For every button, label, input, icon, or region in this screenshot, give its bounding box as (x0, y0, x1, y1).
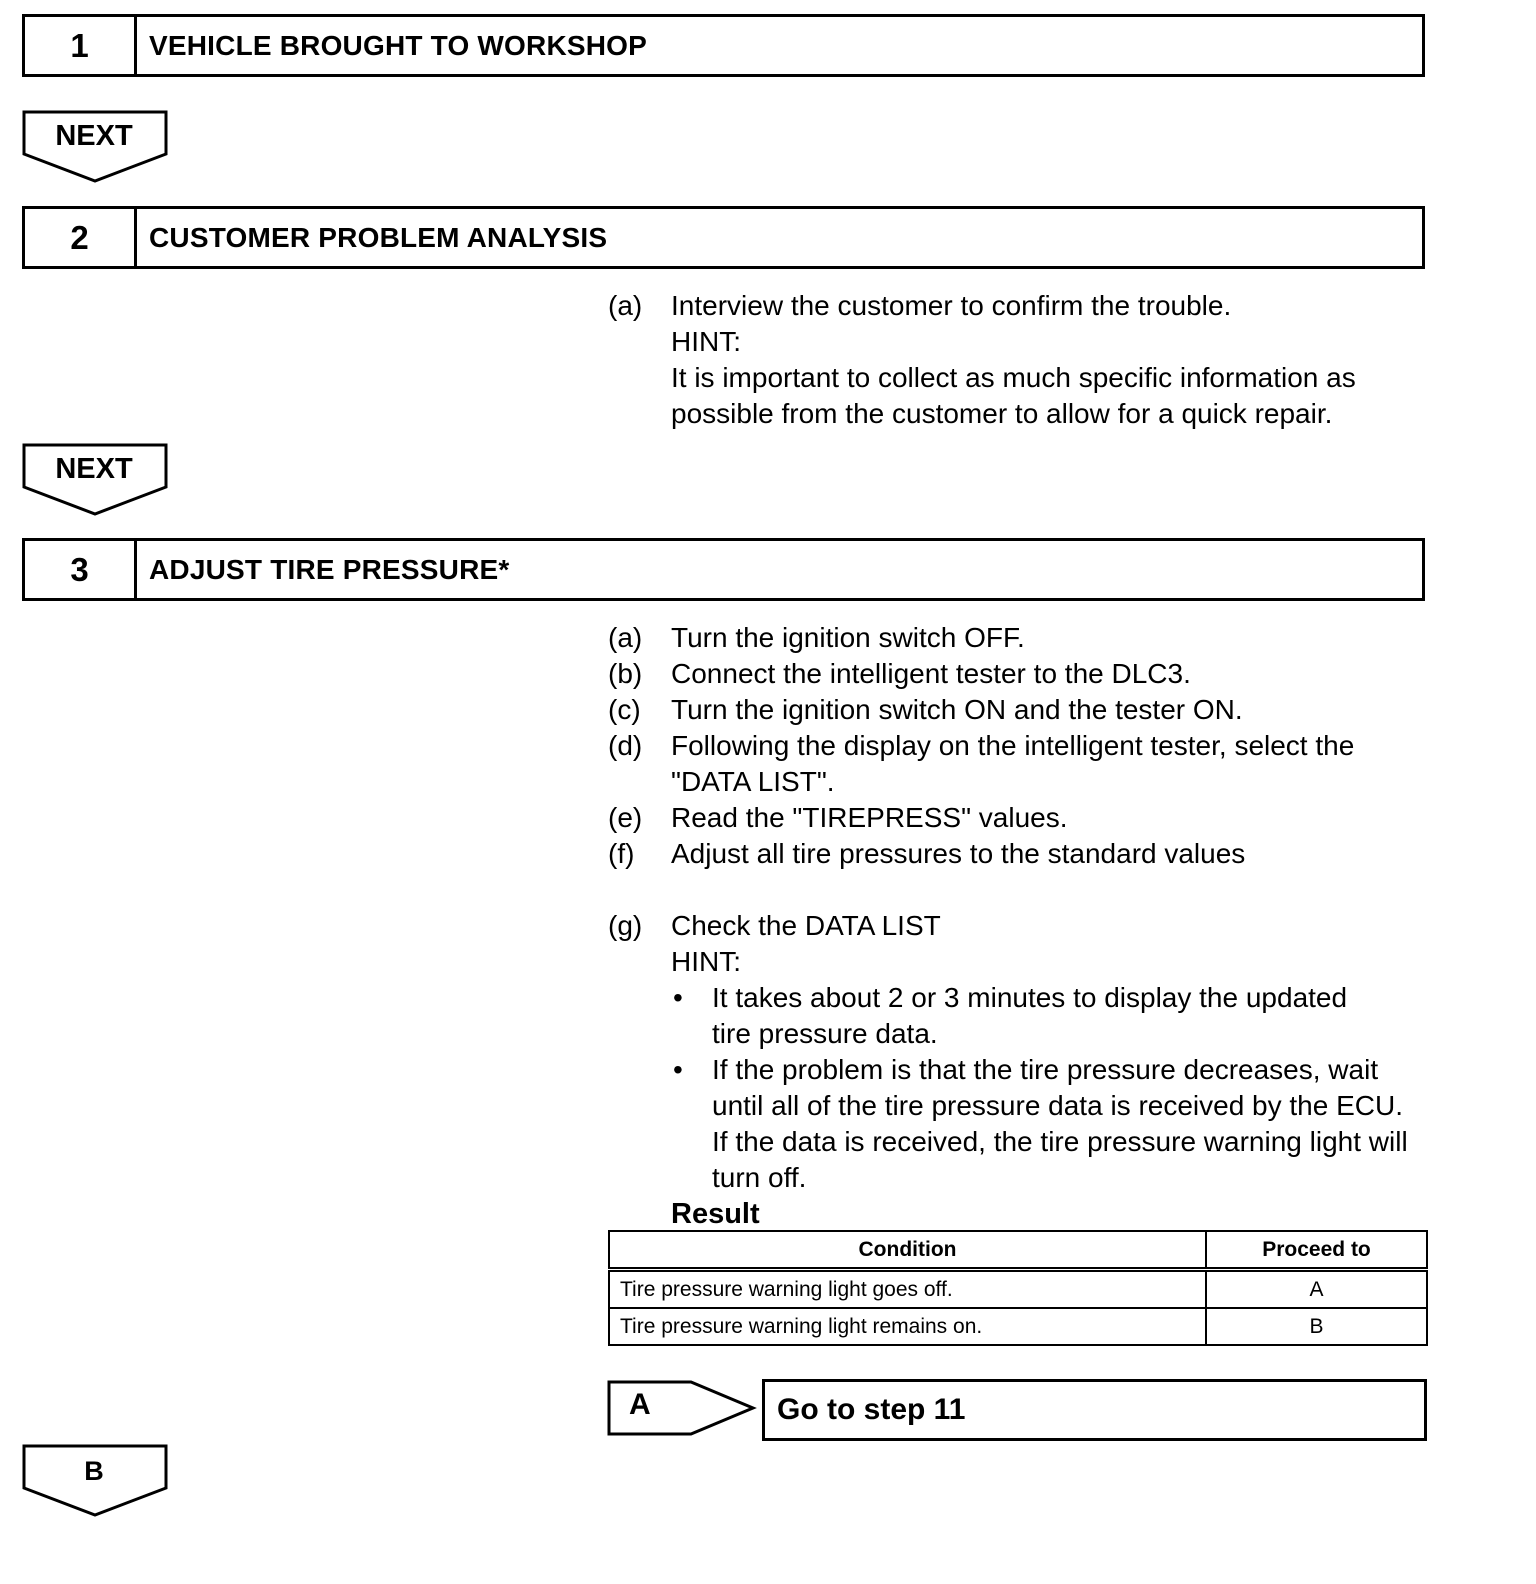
list-item (608, 908, 1438, 944)
result-table (608, 1230, 1428, 1346)
item-marker: (b) (608, 658, 643, 689)
step-title: VEHICLE BROUGHT TO WORKSHOP (149, 29, 648, 61)
list-item (608, 728, 1438, 800)
column-header: Condition (609, 1231, 1206, 1270)
result-label: Result (671, 1198, 760, 1230)
item-marker: (g) (608, 910, 643, 941)
item-text: Adjust all tire pressures to the standard values (671, 838, 1246, 869)
item-text: Turn the ignition switch ON and the tester ON. (671, 694, 1243, 725)
step-title: CUSTOMER PROBLEM ANALYSIS (149, 221, 608, 253)
result-b-arrow (22, 1444, 168, 1518)
condition-cell: Tire pressure warning light goes off. (609, 1270, 1206, 1309)
next-label: NEXT (55, 120, 133, 152)
bullet-item (671, 1052, 1426, 1196)
list-item (608, 288, 1438, 324)
go-to-step-box: Go to step 11 (762, 1379, 1427, 1441)
table-row (609, 1308, 1427, 1345)
item-text: Interview the customer to confirm the trouble. (671, 290, 1232, 321)
result-a-arrow (607, 1378, 757, 1438)
item-marker: (a) (608, 290, 643, 321)
item-text: Check the DATA LIST (671, 910, 941, 941)
step-title: ADJUST TIRE PRESSURE* (149, 553, 510, 585)
step-2-header (22, 206, 1425, 269)
list-item (608, 620, 1438, 656)
item-text: Following the display on the intelligent tester, select the "DATA LIST". (671, 730, 1355, 797)
list-item (608, 800, 1438, 836)
step-3-content (608, 620, 1438, 1232)
bullet-item (671, 980, 1391, 1052)
list-item (608, 656, 1438, 692)
step-3-header (22, 538, 1425, 601)
bullet-icon: • (673, 1054, 683, 1085)
result-b-label: B (84, 1456, 104, 1486)
step-number: 3 (25, 541, 137, 598)
item-text: Turn the ignition switch OFF. (671, 622, 1025, 653)
table-row (609, 1270, 1427, 1309)
next-arrow-1 (22, 110, 168, 184)
hint-label: HINT: (671, 946, 741, 977)
step-2-content (608, 288, 1438, 432)
item-text: Connect the intelligent tester to the DLC3. (671, 658, 1191, 689)
list-item (608, 692, 1438, 728)
step-number: 2 (25, 209, 137, 266)
item-marker: (f) (608, 838, 635, 869)
item-marker: (a) (608, 622, 643, 653)
hint-text: It is important to collect as much specific information as possible from the customer to allow for a quick repair. (671, 362, 1356, 429)
bullet-text: It takes about 2 or 3 minutes to display the updated tire pressure data. (712, 982, 1348, 1049)
bullet-text: If the problem is that the tire pressure decreases, wait until all of the tire pressure data is received by the ECU. If the data is received, the tire pressure warning light will turn off. (712, 1054, 1408, 1193)
result-a-label: A (629, 1388, 651, 1421)
item-marker: (d) (608, 730, 643, 761)
table-header-row (609, 1231, 1427, 1270)
step-1-header (22, 14, 1425, 77)
item-marker: (e) (608, 802, 643, 833)
next-arrow-2 (22, 443, 168, 517)
proceed-cell: B (1206, 1308, 1427, 1345)
next-label: NEXT (55, 453, 133, 485)
hint-label: HINT: (671, 326, 741, 357)
item-text: Read the "TIREPRESS" values. (671, 802, 1068, 833)
list-item (608, 836, 1438, 872)
column-header: Proceed to (1206, 1231, 1427, 1270)
condition-cell: Tire pressure warning light remains on. (609, 1308, 1206, 1345)
proceed-cell: A (1206, 1270, 1427, 1309)
step-number: 1 (25, 17, 137, 74)
item-marker: (c) (608, 694, 641, 725)
bullet-icon: • (673, 982, 683, 1013)
